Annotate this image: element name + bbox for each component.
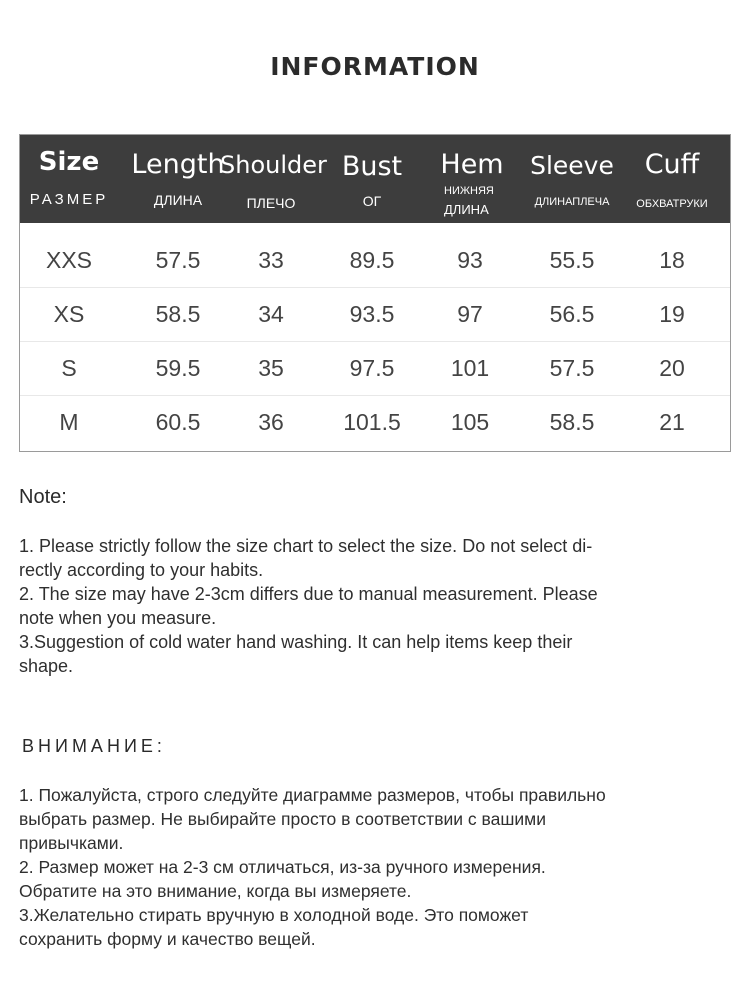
ru-note-line: привычками. xyxy=(19,833,124,853)
header-size-sublabel: РАЗМЕР xyxy=(29,191,109,208)
cuff-cell: 21 xyxy=(659,409,685,435)
note-line: 2. The size may have 2-3cm differs due to manual measurement. Please xyxy=(19,584,598,604)
hem-cell: 97 xyxy=(457,301,483,327)
hem-cell: 105 xyxy=(450,409,490,435)
bust-cell: 89.5 xyxy=(349,247,395,273)
cuff-cell: 18 xyxy=(659,247,685,273)
note-line: note when you measure. xyxy=(19,608,217,628)
header-cuff-label: Cuff xyxy=(644,149,700,180)
page-title: INFORMATION xyxy=(270,52,480,81)
note-line: 1. Please strictly follow the size chart to select the size. Do not select di- xyxy=(19,536,593,556)
length-cell: 58.5 xyxy=(155,301,201,327)
size-cell: S xyxy=(61,355,77,381)
ru-note-line: 1. Пожалуйста, строго следуйте диаграмме размеров, чтобы правильно xyxy=(19,785,606,805)
header-cuff-sublabel: ОБХВАТРУКИ xyxy=(636,198,708,210)
note-text xyxy=(19,534,731,678)
hem-cell: 101 xyxy=(450,355,490,381)
header-sleeve xyxy=(522,135,622,223)
ru-note-line: сохранить форму и качество вещей. xyxy=(19,929,316,949)
bust-cell: 93.5 xyxy=(349,301,395,327)
length-cell: 57.5 xyxy=(155,247,201,273)
header-hem-label: Hem xyxy=(440,149,504,180)
header-length xyxy=(123,135,233,223)
note-line: rectly according to your habits. xyxy=(19,560,264,580)
header-length-sublabel: ДЛИНА xyxy=(153,192,203,208)
bust-cell: 97.5 xyxy=(349,355,395,381)
cuff-cell: 20 xyxy=(659,355,685,381)
header-cuff xyxy=(622,135,722,223)
sleeve-cell: 56.5 xyxy=(549,301,595,327)
header-hem-sublabel-1: НИЖНЯЯ xyxy=(444,185,494,197)
sleeve-cell: 55.5 xyxy=(549,247,595,273)
bust-cell: 101.5 xyxy=(343,409,401,435)
table-row xyxy=(20,287,730,342)
header-size xyxy=(20,135,118,223)
header-bust xyxy=(322,135,422,223)
header-length-label: Length xyxy=(131,149,225,180)
header-bust-label: Bust xyxy=(341,151,403,182)
ru-note-text xyxy=(19,783,731,951)
size-chart-table xyxy=(19,134,731,452)
ru-note-line: Обратите на это внимание, когда вы измеряете. xyxy=(19,881,412,901)
header-sleeve-label: Sleeve xyxy=(530,151,614,180)
header-shoulder-sublabel: ПЛЕЧО xyxy=(246,195,296,211)
length-cell: 60.5 xyxy=(155,409,201,435)
header-hem-sublabel-2: ДЛИНА xyxy=(444,202,489,217)
header-size-label: Size xyxy=(38,147,100,177)
header-shoulder xyxy=(220,135,327,223)
ru-note-line: выбрать размер. Не выбирайте просто в соответствии с вашими xyxy=(19,809,546,829)
table-row xyxy=(20,233,730,288)
header-bust-sublabel: ОГ xyxy=(362,193,382,209)
size-cell: XS xyxy=(53,301,85,327)
hem-cell: 93 xyxy=(457,247,483,273)
note-line: 3.Suggestion of cold water hand washing. It can help items keep their xyxy=(19,632,573,652)
table-row xyxy=(20,341,730,396)
cuff-cell: 19 xyxy=(659,301,685,327)
sleeve-cell: 58.5 xyxy=(549,409,595,435)
note-heading: Note: xyxy=(19,486,67,508)
shoulder-cell: 35 xyxy=(258,355,284,381)
ru-note-line: 2. Размер может на 2-3 см отличаться, из-за ручного измерения. xyxy=(19,857,546,877)
ru-note-line: 3.Желательно стирать вручную в холодной воде. Это поможет xyxy=(19,905,529,925)
size-cell: M xyxy=(59,409,79,435)
size-cell: XXS xyxy=(45,247,93,273)
table-header xyxy=(20,135,730,223)
header-sleeve-sublabel: ДЛИНАПЛЕЧА xyxy=(534,196,610,208)
header-shoulder-label: Shoulder xyxy=(220,151,327,179)
shoulder-cell: 33 xyxy=(258,247,284,273)
ru-note-heading: ВНИМАНИЕ: xyxy=(22,736,166,756)
note-line: shape. xyxy=(19,656,74,676)
length-cell: 59.5 xyxy=(155,355,201,381)
shoulder-cell: 36 xyxy=(258,409,284,435)
header-hem xyxy=(422,135,522,223)
shoulder-cell: 34 xyxy=(258,301,284,327)
table-row xyxy=(20,395,730,450)
sleeve-cell: 57.5 xyxy=(549,355,595,381)
